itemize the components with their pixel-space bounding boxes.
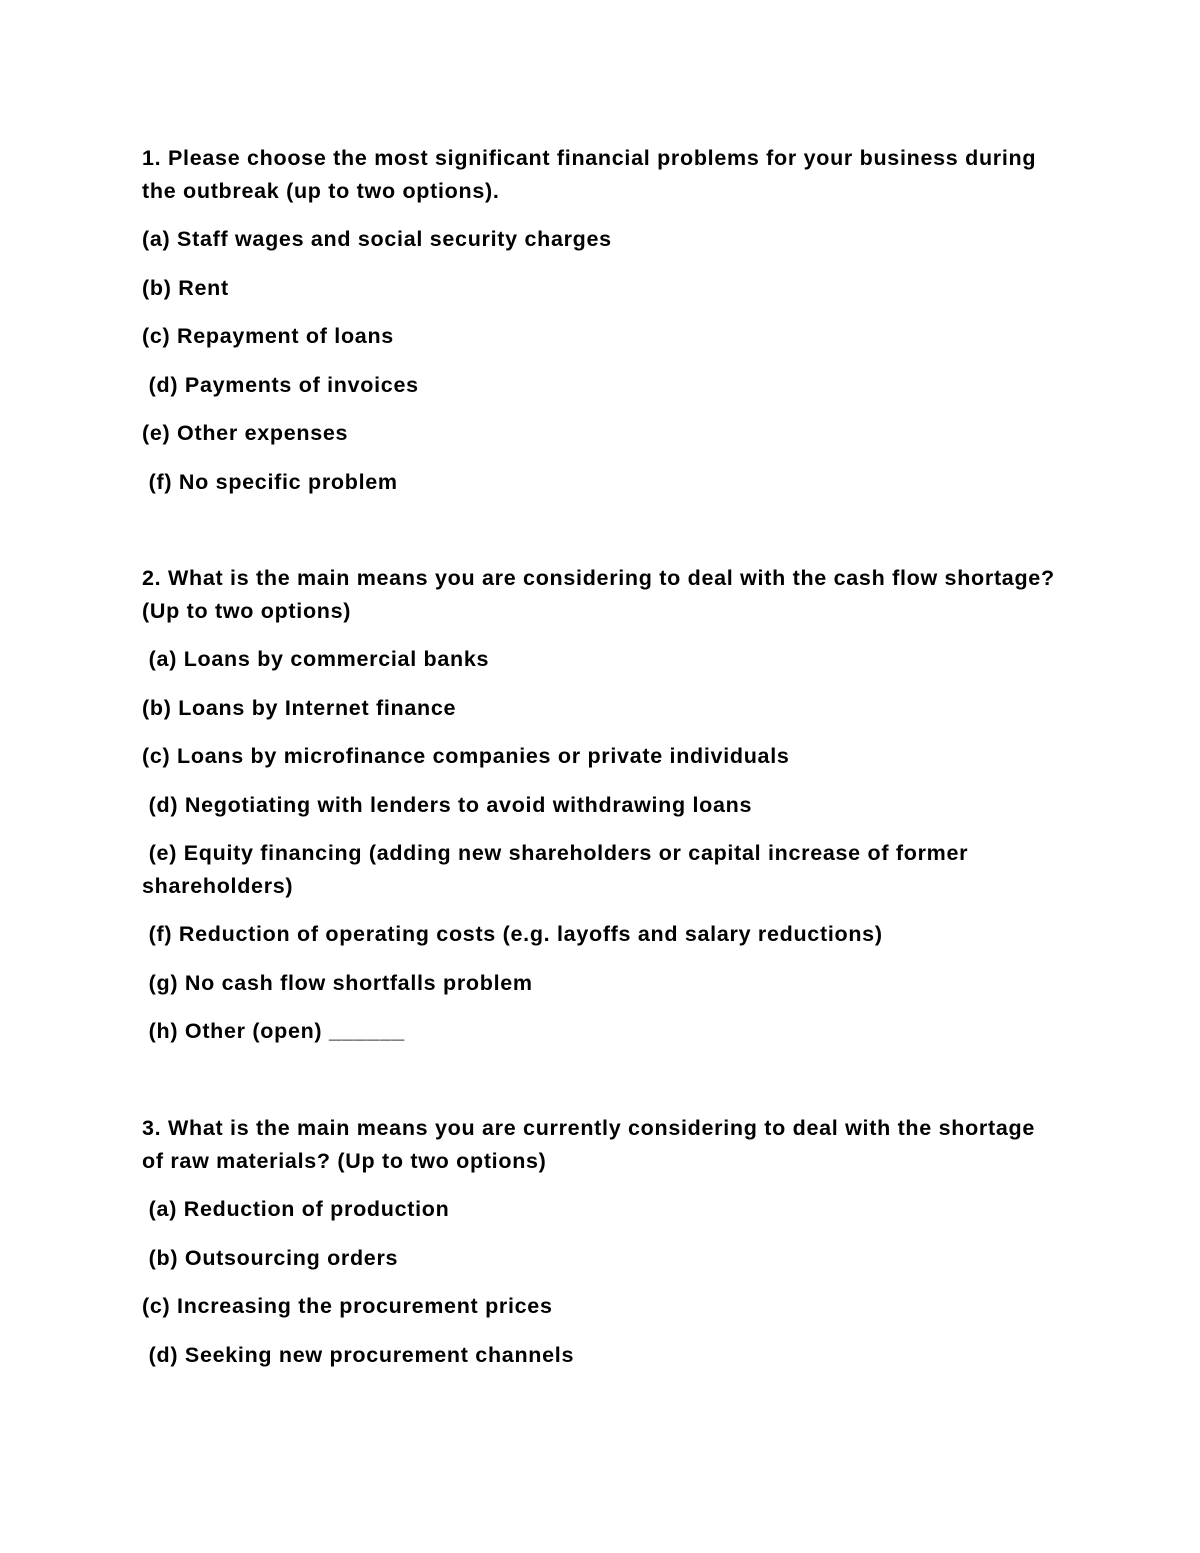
question-2-option-c: (c) Loans by microfinance companies or private individuals — [142, 744, 790, 768]
question-1-option-a: (a) Staff wages and social security charges — [142, 227, 612, 251]
question-3 — [142, 1112, 1062, 1387]
question-2-option-f: (f) Reduction of operating costs (e.g. layoffs and salary reductions) — [142, 922, 883, 946]
question-2-option-b: (b) Loans by Internet finance — [142, 695, 457, 720]
question-2-option-d: (d) Negotiating with lenders to avoid withdrawing loans — [142, 792, 753, 817]
question-3-option-d: (d) Seeking new procurement channels — [142, 1342, 575, 1367]
question-1-prompt: 1. Please choose the most significant financial problems for your business during the outbreak (up to two options). — [142, 146, 1037, 203]
question-3-option-a: (a) Reduction of production — [142, 1197, 450, 1221]
question-1-option-d: (d) Payments of invoices — [142, 372, 419, 397]
question-2-option-a: (a) Loans by commercial banks — [142, 647, 490, 671]
question-3-option-b: (b) Outsourcing orders — [142, 1245, 399, 1270]
question-2-option-g: (g) No cash flow shortfalls problem — [142, 970, 533, 995]
question-1-option-b: (b) Rent — [142, 275, 229, 300]
question-1 — [142, 142, 1062, 514]
question-2-option-e: (e) Equity financing (adding new shareholders or capital increase of former shareholders) — [142, 841, 975, 898]
question-2 — [142, 562, 1062, 1064]
question-1-option-c: (c) Repayment of loans — [142, 324, 394, 348]
question-1-option-f: (f) No specific problem — [142, 469, 398, 494]
question-3-prompt: 3. What is the main means you are currently considering to deal with the shortage of raw materials? (Up to two options) — [142, 1116, 1035, 1173]
question-2-option-h: (h) Other (open) ______ — [142, 1019, 405, 1043]
question-2-prompt: 2. What is the main means you are considering to deal with the cash flow shortage? (Up to two options) — [142, 566, 1055, 623]
question-3-option-c: (c) Increasing the procurement prices — [142, 1294, 553, 1318]
question-1-option-e: (e) Other expenses — [142, 421, 349, 445]
